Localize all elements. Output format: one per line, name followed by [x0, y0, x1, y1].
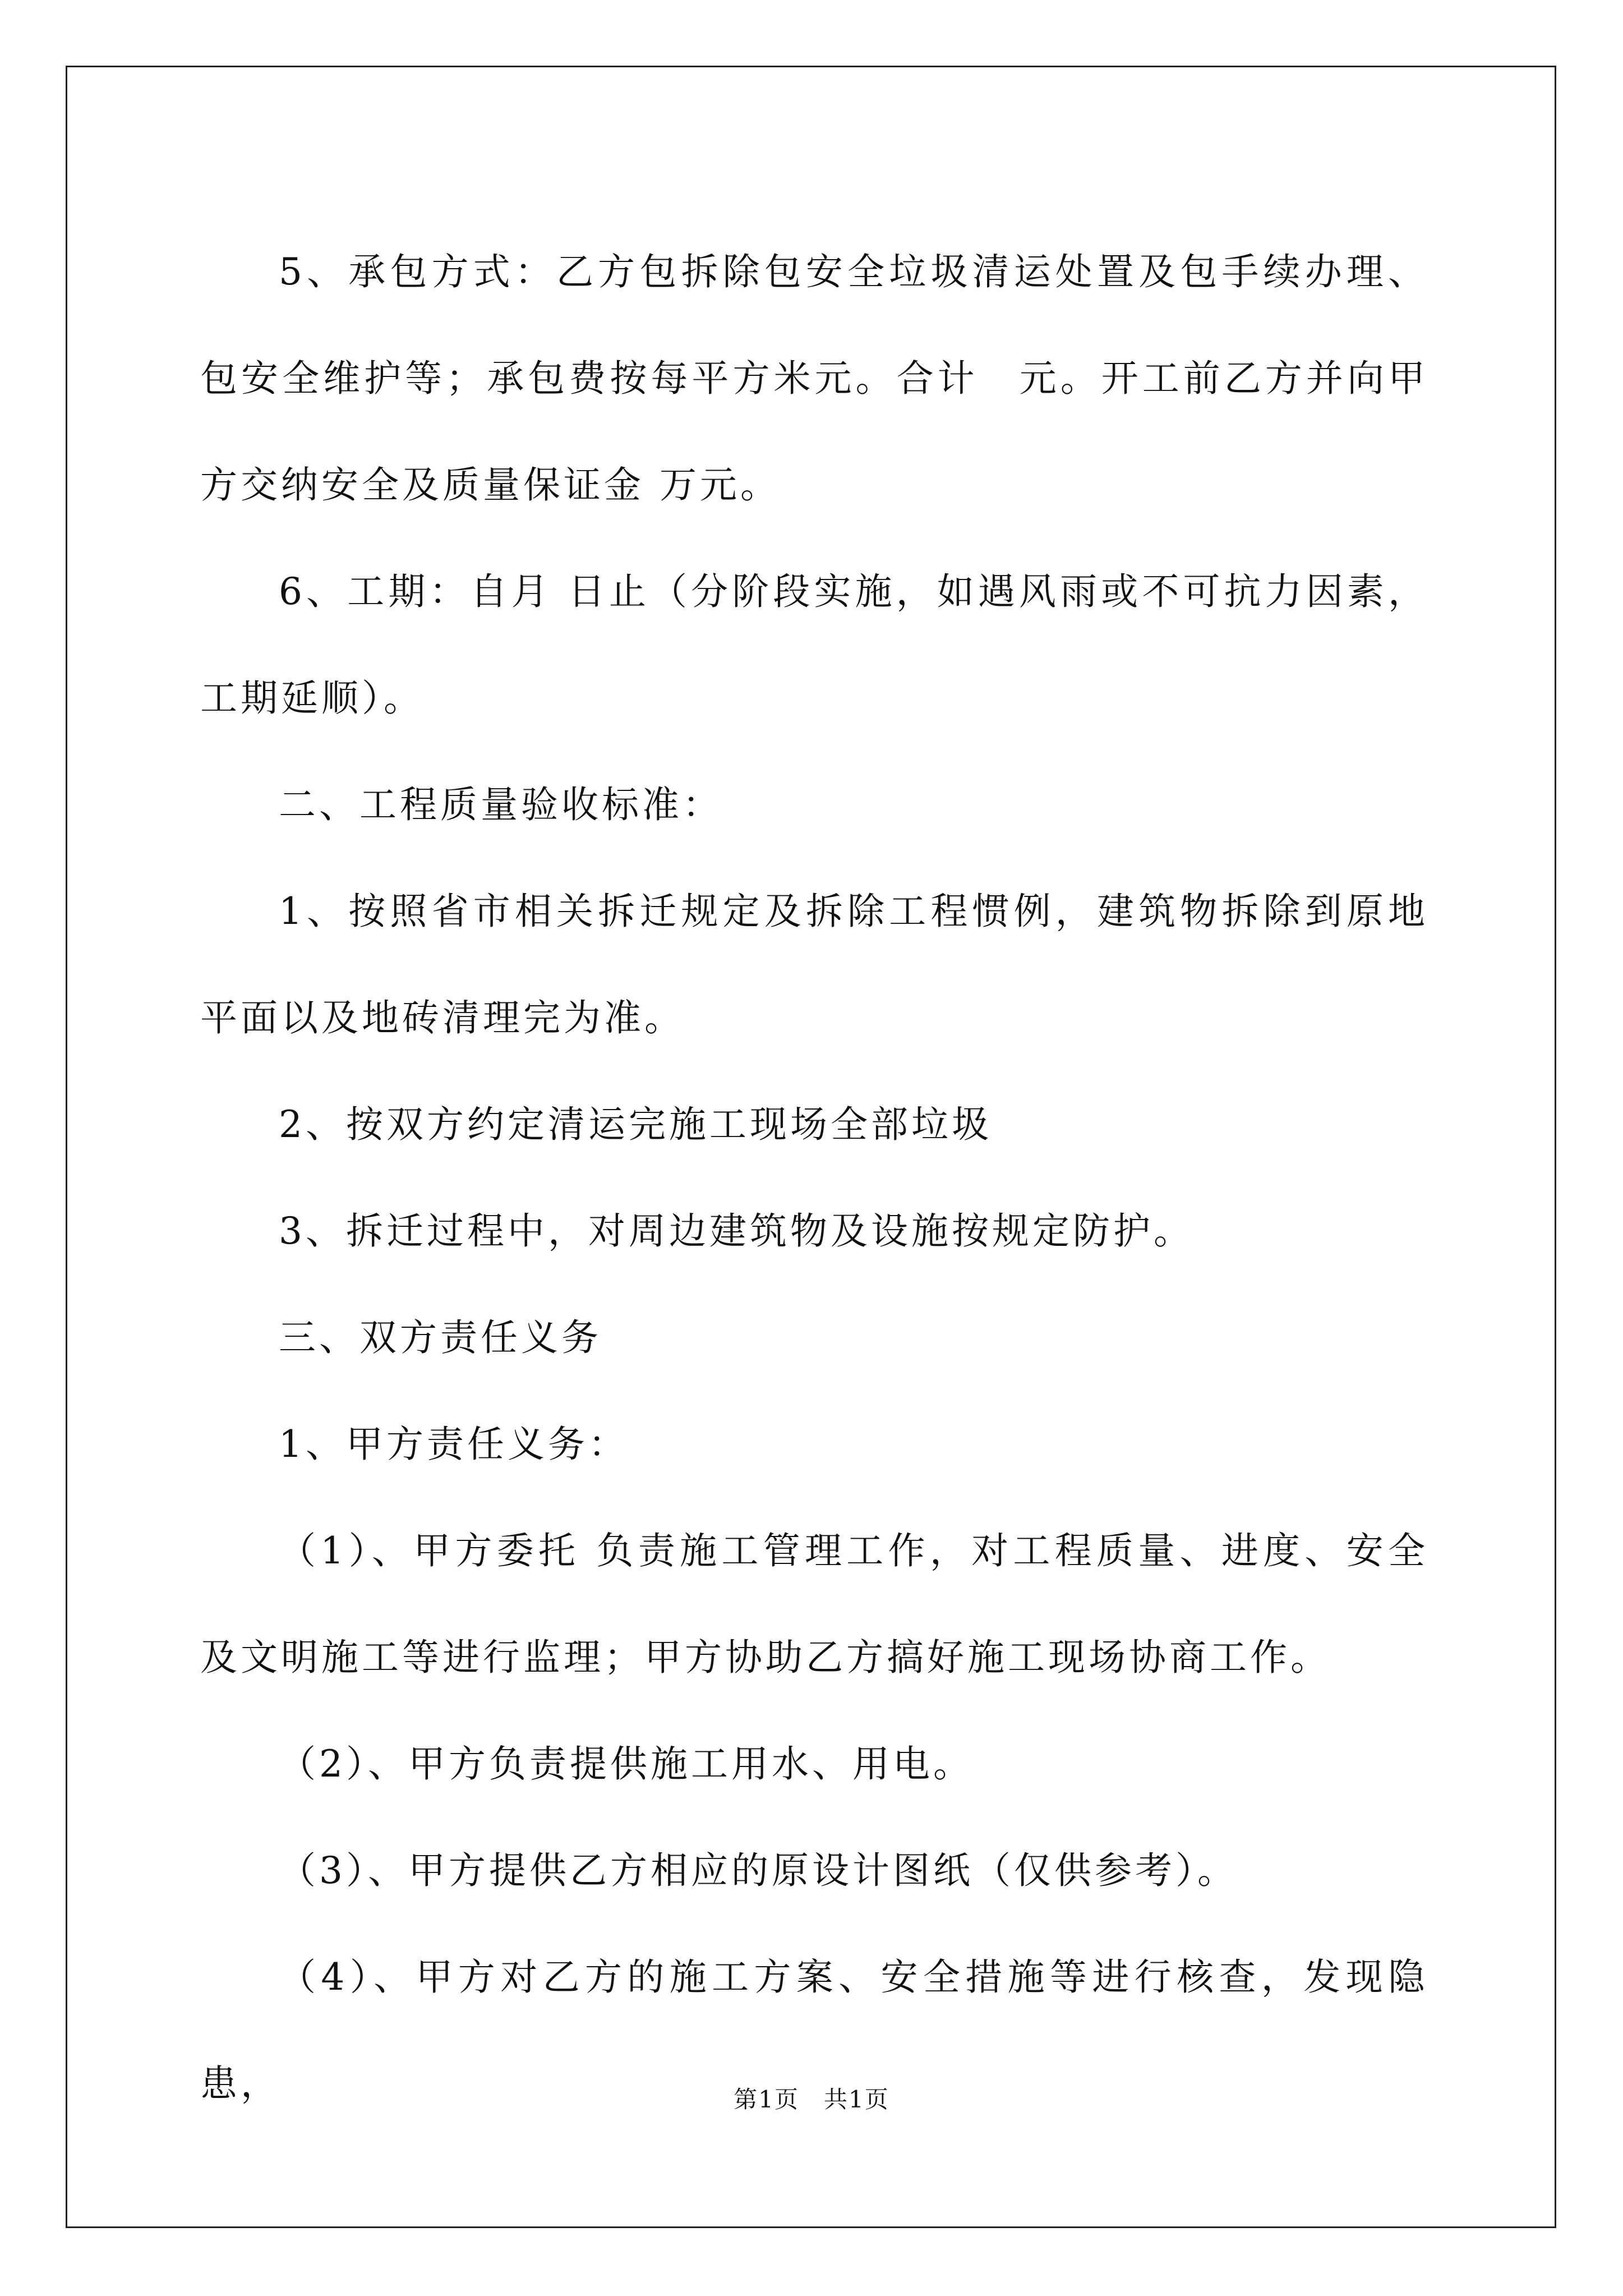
section-heading-quality: 二、工程质量验收标准： — [279, 783, 723, 826]
page-number: 第1页 共1页 — [734, 2086, 889, 2113]
paragraph-schedule: 6、工期：自月 日止（分阶段实施，如遇风雨或不可抗力因素，工期延顺）。 — [200, 570, 1428, 720]
paragraph-duty-3: （3）、甲方提供乙方相应的原设计图纸（仅供参考）。 — [279, 1849, 1238, 1892]
paragraph-duty-2: （2）、甲方负责提供施工用水、用电。 — [279, 1742, 974, 1786]
paragraph-quality-1: 1、按照省市相关拆迁规定及拆除工程惯例，建筑物拆除到原地平面以及地砖清理完为准。 — [200, 890, 1428, 1039]
paragraph-quality-3: 3、拆迁过程中，对周边建筑物及设施按规定防护。 — [279, 1209, 1194, 1253]
paragraph-duty-1: （1）、甲方委托 负责施工管理工作，对工程质量、进度、安全及文明施工等进行监理；甲方协助乙方搞好施工现场协商工作。 — [200, 1529, 1428, 1679]
document-body — [200, 219, 1428, 2137]
paragraph-contract-method: 5、承包方式：乙方包拆除包安全垃圾清运处置及包手续办理、包安全维护等；承包费按每平方米元。合计 元。开工前乙方并向甲方交纳安全及质量保证金 万元。 — [200, 250, 1428, 507]
paragraph-quality-2: 2、按双方约定清运完施工现场全部垃圾 — [279, 1103, 992, 1146]
section-heading-duties: 三、双方责任义务 — [279, 1316, 602, 1359]
subsection-party-a-duties: 1、甲方责任义务： — [279, 1423, 629, 1466]
paragraph-duty-4: （4）、甲方对乙方的施工方案、安全措施等进行核查，发现隐患， — [200, 1955, 1428, 2105]
